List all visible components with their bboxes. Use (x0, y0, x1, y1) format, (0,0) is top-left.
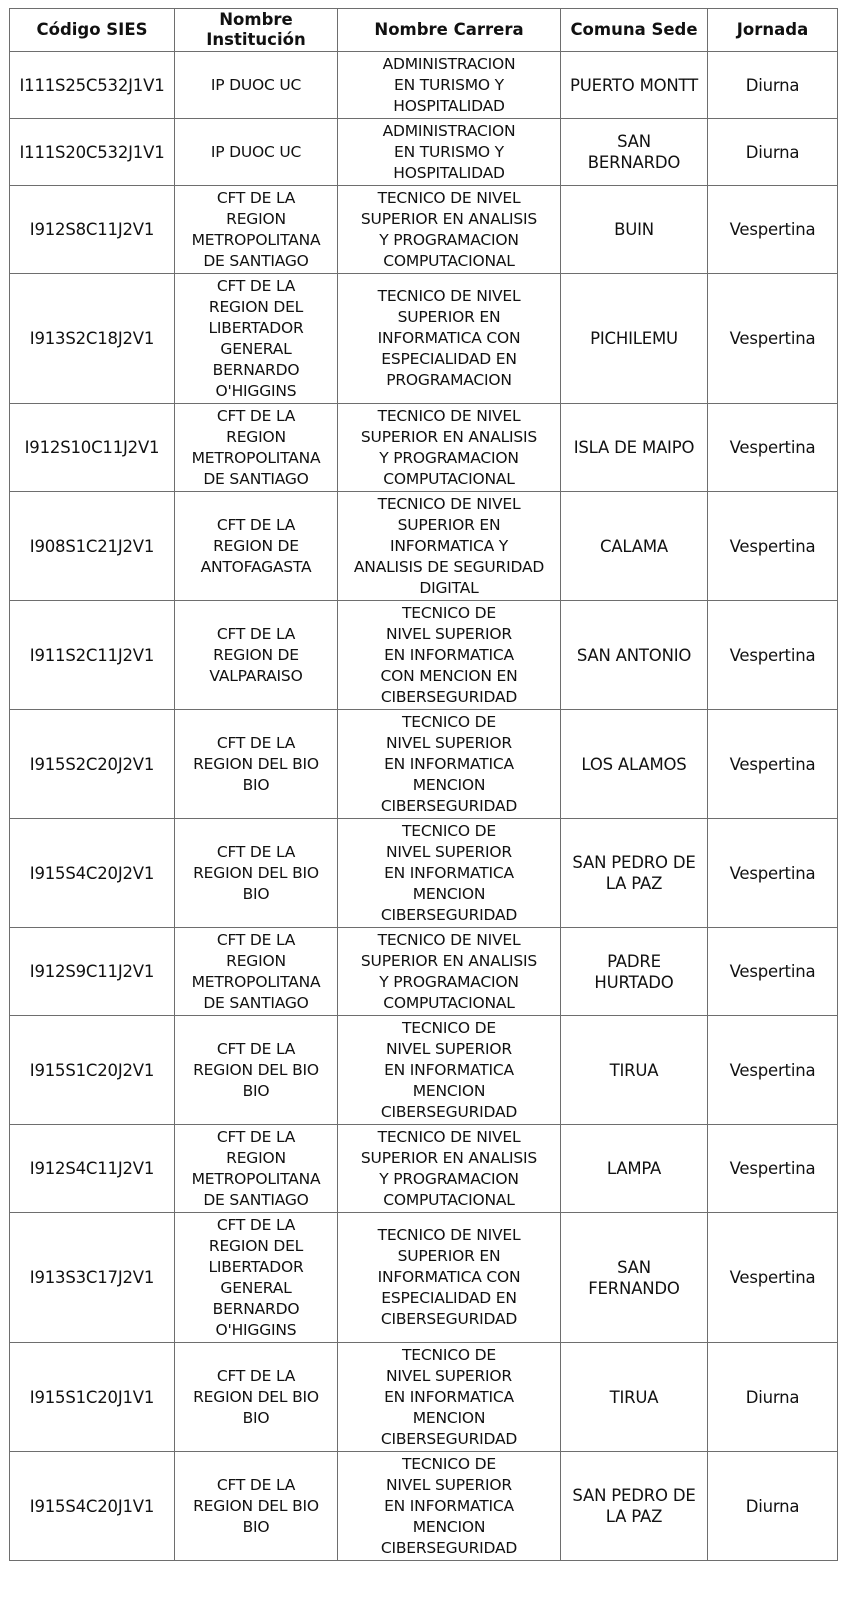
cell-jornada (708, 186, 838, 274)
cell-jornada (708, 1016, 838, 1125)
cell-nombre-carrera (338, 119, 561, 186)
cell-comuna-sede-text: SAN FERNANDO (588, 1257, 680, 1298)
cell-jornada-text: Vespertina (729, 863, 816, 883)
cell-jornada-text: Diurna (745, 142, 800, 162)
table-row (10, 1343, 838, 1452)
cell-jornada (708, 601, 838, 710)
cell-codigo-sies (10, 1213, 175, 1343)
cell-nombre-institucion (175, 928, 338, 1016)
table-row (10, 1213, 838, 1343)
cell-nombre-carrera-text: TECNICO DE NIVEL SUPERIOR EN INFORMATICA MENCION CIBERSEGURIDAD (380, 1454, 518, 1557)
header-jornada (708, 9, 838, 52)
table-row (10, 186, 838, 274)
cell-comuna-sede-text: SAN PEDRO DE LA PAZ (572, 853, 696, 893)
cell-jornada-text: Diurna (745, 1496, 800, 1516)
header-codigo-sies-label: Código SIES (36, 20, 148, 39)
table-header-row (10, 9, 838, 52)
cell-nombre-institucion-text: CFT DE LA REGION METROPOLITANA DE SANTIAGO (191, 406, 321, 488)
cell-codigo-sies-text: I915S1C20J2V1 (29, 1060, 155, 1080)
cell-nombre-institucion-text: CFT DE LA REGION METROPOLITANA DE SANTIAGO (191, 188, 321, 270)
cell-nombre-institucion (175, 1125, 338, 1213)
cell-nombre-carrera-text: ADMINISTRACION EN TURISMO Y HOSPITALIDAD (382, 54, 516, 115)
cell-nombre-carrera (338, 1343, 561, 1452)
cell-jornada-text: Diurna (745, 75, 800, 95)
cell-comuna-sede-text: PADRE HURTADO (594, 951, 674, 992)
cell-nombre-institucion-text: CFT DE LA REGION METROPOLITANA DE SANTIAGO (191, 930, 321, 1012)
cell-nombre-carrera-text: TECNICO DE NIVEL SUPERIOR EN INFORMATICA MENCION CIBERSEGURIDAD (380, 712, 518, 815)
cell-nombre-institucion (175, 710, 338, 819)
cell-comuna-sede (561, 1016, 708, 1125)
cell-nombre-institucion-text: CFT DE LA REGION DEL BIO BIO (193, 1366, 319, 1427)
cell-nombre-institucion (175, 819, 338, 928)
cell-comuna-sede-text: ISLA DE MAIPO (573, 438, 695, 457)
cell-nombre-institucion (175, 1343, 338, 1452)
cell-nombre-institucion-text: CFT DE LA REGION DE ANTOFAGASTA (200, 515, 312, 576)
cell-nombre-carrera (338, 274, 561, 404)
cell-nombre-institucion (175, 274, 338, 404)
cell-codigo-sies-text: I915S2C20J2V1 (29, 754, 155, 774)
cell-nombre-institucion-text: CFT DE LA REGION DEL LIBERTADOR GENERAL BERNARDO O'HIGGINS (208, 276, 304, 400)
cell-codigo-sies-text: I912S10C11J2V1 (24, 438, 160, 457)
cell-codigo-sies-text: I912S4C11J2V1 (29, 1159, 155, 1178)
cell-codigo-sies-text: I915S1C20J1V1 (29, 1387, 155, 1407)
cell-nombre-carrera-text: TECNICO DE NIVEL SUPERIOR EN ANALISIS Y PROGRAMACION COMPUTACIONAL (360, 188, 538, 270)
cell-nombre-carrera-text: TECNICO DE NIVEL SUPERIOR EN INFORMATICA MENCION CIBERSEGURIDAD (380, 1345, 518, 1448)
cell-codigo-sies (10, 404, 175, 492)
cell-comuna-sede (561, 119, 708, 186)
cell-codigo-sies-text: I111S25C532J1V1 (19, 75, 165, 95)
table-row (10, 601, 838, 710)
header-nombre-institucion-label: Nombre Institución (206, 10, 306, 49)
cell-comuna-sede (561, 1452, 708, 1561)
cell-nombre-carrera (338, 52, 561, 119)
cell-comuna-sede-text: BUIN (614, 220, 654, 239)
header-codigo-sies (10, 9, 175, 52)
cell-nombre-institucion-text: IP DUOC UC (210, 75, 302, 94)
cell-jornada (708, 710, 838, 819)
cell-nombre-carrera (338, 928, 561, 1016)
cell-nombre-carrera-text: TECNICO DE NIVEL SUPERIOR EN INFORMATICA CON ESPECIALIDAD EN PROGRAMACION (377, 287, 521, 389)
cell-comuna-sede (561, 928, 708, 1016)
cell-jornada (708, 1452, 838, 1561)
cell-codigo-sies (10, 186, 175, 274)
cell-nombre-carrera (338, 1016, 561, 1125)
cell-codigo-sies (10, 274, 175, 404)
cell-codigo-sies (10, 492, 175, 601)
cell-nombre-carrera-text: TECNICO DE NIVEL SUPERIOR EN ANALISIS Y PROGRAMACION COMPUTACIONAL (360, 1127, 538, 1209)
cell-comuna-sede-text: SAN BERNARDO (587, 132, 681, 172)
cell-jornada (708, 52, 838, 119)
cell-comuna-sede-text: LAMPA (606, 1159, 662, 1178)
careers-table (9, 8, 838, 1561)
header-nombre-institucion (175, 9, 338, 52)
cell-comuna-sede (561, 1125, 708, 1213)
cell-jornada (708, 404, 838, 492)
table-row (10, 819, 838, 928)
cell-jornada-text: Vespertina (729, 1268, 816, 1287)
cell-nombre-carrera-text: TECNICO DE NIVEL SUPERIOR EN ANALISIS Y PROGRAMACION COMPUTACIONAL (360, 930, 538, 1012)
cell-nombre-carrera (338, 601, 561, 710)
cell-jornada (708, 274, 838, 404)
cell-codigo-sies (10, 819, 175, 928)
cell-nombre-institucion-text: IP DUOC UC (210, 142, 302, 161)
cell-nombre-carrera (338, 186, 561, 274)
cell-nombre-institucion-text: CFT DE LA REGION DEL BIO BIO (193, 842, 319, 903)
cell-codigo-sies (10, 119, 175, 186)
cell-nombre-institucion (175, 1452, 338, 1561)
cell-jornada (708, 928, 838, 1016)
table-row (10, 710, 838, 819)
cell-jornada-text: Vespertina (729, 1159, 816, 1178)
cell-codigo-sies-text: I915S4C20J2V1 (29, 863, 155, 883)
cell-jornada-text: Vespertina (729, 645, 816, 665)
cell-nombre-institucion (175, 1213, 338, 1343)
cell-nombre-carrera-text: TECNICO DE NIVEL SUPERIOR EN INFORMATICA CON ESPECIALIDAD EN CIBERSEGURIDAD (377, 1226, 521, 1328)
cell-nombre-carrera (338, 404, 561, 492)
cell-nombre-carrera (338, 492, 561, 601)
cell-comuna-sede (561, 1213, 708, 1343)
table-row (10, 928, 838, 1016)
cell-jornada (708, 1125, 838, 1213)
cell-nombre-institucion (175, 119, 338, 186)
cell-jornada (708, 1213, 838, 1343)
cell-codigo-sies (10, 1452, 175, 1561)
cell-nombre-carrera-text: TECNICO DE NIVEL SUPERIOR EN INFORMATICA CON MENCION EN CIBERSEGURIDAD (380, 603, 518, 706)
cell-jornada-text: Vespertina (729, 329, 816, 348)
cell-nombre-institucion (175, 186, 338, 274)
cell-comuna-sede-text: SAN ANTONIO (576, 645, 692, 665)
cell-codigo-sies-text: I913S2C18J2V1 (29, 329, 155, 348)
cell-nombre-carrera-text: TECNICO DE NIVEL SUPERIOR EN INFORMATICA MENCION CIBERSEGURIDAD (380, 1018, 518, 1121)
cell-nombre-carrera-text: ADMINISTRACION EN TURISMO Y HOSPITALIDAD (382, 121, 516, 182)
table-row (10, 52, 838, 119)
table-row (10, 1016, 838, 1125)
cell-nombre-carrera-text: TECNICO DE NIVEL SUPERIOR EN ANALISIS Y PROGRAMACION COMPUTACIONAL (360, 406, 538, 488)
cell-comuna-sede-text: CALAMA (600, 536, 668, 556)
cell-nombre-carrera (338, 819, 561, 928)
table-row (10, 1452, 838, 1561)
header-nombre-carrera-label: Nombre Carrera (374, 20, 524, 39)
cell-comuna-sede-text: TIRUA (609, 1060, 659, 1080)
cell-codigo-sies (10, 928, 175, 1016)
cell-codigo-sies (10, 1125, 175, 1213)
header-comuna-sede-label: Comuna Sede (570, 20, 698, 39)
cell-nombre-institucion-text: CFT DE LA REGION DE VALPARAISO (209, 624, 303, 685)
header-nombre-carrera (338, 9, 561, 52)
table-row (10, 119, 838, 186)
cell-nombre-institucion-text: CFT DE LA REGION METROPOLITANA DE SANTIAGO (191, 1127, 321, 1209)
cell-codigo-sies-text: I911S2C11J2V1 (29, 645, 155, 665)
cell-comuna-sede-text: LOS ALAMOS (581, 754, 687, 774)
cell-codigo-sies-text: I912S9C11J2V1 (29, 962, 155, 981)
header-jornada-label: Jornada (736, 20, 809, 39)
cell-comuna-sede-text: SAN PEDRO DE LA PAZ (572, 1486, 696, 1526)
cell-nombre-institucion (175, 52, 338, 119)
cell-jornada (708, 492, 838, 601)
cell-jornada-text: Vespertina (729, 536, 816, 556)
table-row (10, 1125, 838, 1213)
cell-nombre-institucion-text: CFT DE LA REGION DEL LIBERTADOR GENERAL BERNARDO O'HIGGINS (208, 1215, 304, 1339)
cell-comuna-sede (561, 1343, 708, 1452)
table-row (10, 492, 838, 601)
cell-nombre-carrera-text: TECNICO DE NIVEL SUPERIOR EN INFORMATICA MENCION CIBERSEGURIDAD (380, 821, 518, 924)
cell-nombre-carrera (338, 710, 561, 819)
cell-codigo-sies-text: I111S20C532J1V1 (19, 142, 165, 162)
cell-comuna-sede-text: PICHILEMU (590, 329, 678, 348)
cell-jornada (708, 1343, 838, 1452)
cell-jornada (708, 119, 838, 186)
cell-codigo-sies-text: I908S1C21J2V1 (29, 536, 155, 556)
cell-codigo-sies (10, 601, 175, 710)
cell-jornada-text: Vespertina (729, 962, 816, 981)
cell-nombre-institucion (175, 1016, 338, 1125)
cell-nombre-carrera-text: TECNICO DE NIVEL SUPERIOR EN INFORMATICA Y ANALISIS DE SEGURIDAD DIGITAL (353, 494, 545, 597)
cell-nombre-institucion-text: CFT DE LA REGION DEL BIO BIO (193, 1475, 319, 1536)
cell-nombre-carrera (338, 1452, 561, 1561)
cell-codigo-sies (10, 1343, 175, 1452)
cell-jornada (708, 819, 838, 928)
cell-comuna-sede (561, 274, 708, 404)
cell-comuna-sede (561, 52, 708, 119)
cell-comuna-sede (561, 404, 708, 492)
table-body (10, 52, 838, 1561)
cell-nombre-institucion (175, 404, 338, 492)
cell-jornada-text: Vespertina (729, 438, 816, 457)
cell-comuna-sede (561, 601, 708, 710)
cell-comuna-sede (561, 710, 708, 819)
cell-codigo-sies (10, 710, 175, 819)
table-row (10, 274, 838, 404)
cell-codigo-sies-text: I912S8C11J2V1 (29, 220, 155, 239)
cell-jornada-text: Vespertina (729, 1060, 816, 1080)
cell-nombre-institucion-text: CFT DE LA REGION DEL BIO BIO (193, 1039, 319, 1100)
cell-jornada-text: Vespertina (729, 220, 816, 239)
cell-comuna-sede (561, 186, 708, 274)
cell-nombre-institucion-text: CFT DE LA REGION DEL BIO BIO (193, 733, 319, 794)
cell-nombre-carrera (338, 1213, 561, 1343)
header-comuna-sede (561, 9, 708, 52)
cell-codigo-sies (10, 1016, 175, 1125)
cell-comuna-sede-text: PUERTO MONTT (569, 75, 699, 95)
table-row (10, 404, 838, 492)
cell-jornada-text: Diurna (745, 1387, 800, 1407)
cell-codigo-sies (10, 52, 175, 119)
cell-nombre-institucion (175, 492, 338, 601)
cell-nombre-institucion (175, 601, 338, 710)
cell-comuna-sede (561, 492, 708, 601)
cell-codigo-sies-text: I913S3C17J2V1 (29, 1268, 155, 1287)
careers-table-container (9, 8, 837, 1561)
cell-jornada-text: Vespertina (729, 754, 816, 774)
cell-comuna-sede (561, 819, 708, 928)
cell-nombre-carrera (338, 1125, 561, 1213)
cell-codigo-sies-text: I915S4C20J1V1 (29, 1496, 155, 1516)
cell-comuna-sede-text: TIRUA (609, 1387, 659, 1407)
